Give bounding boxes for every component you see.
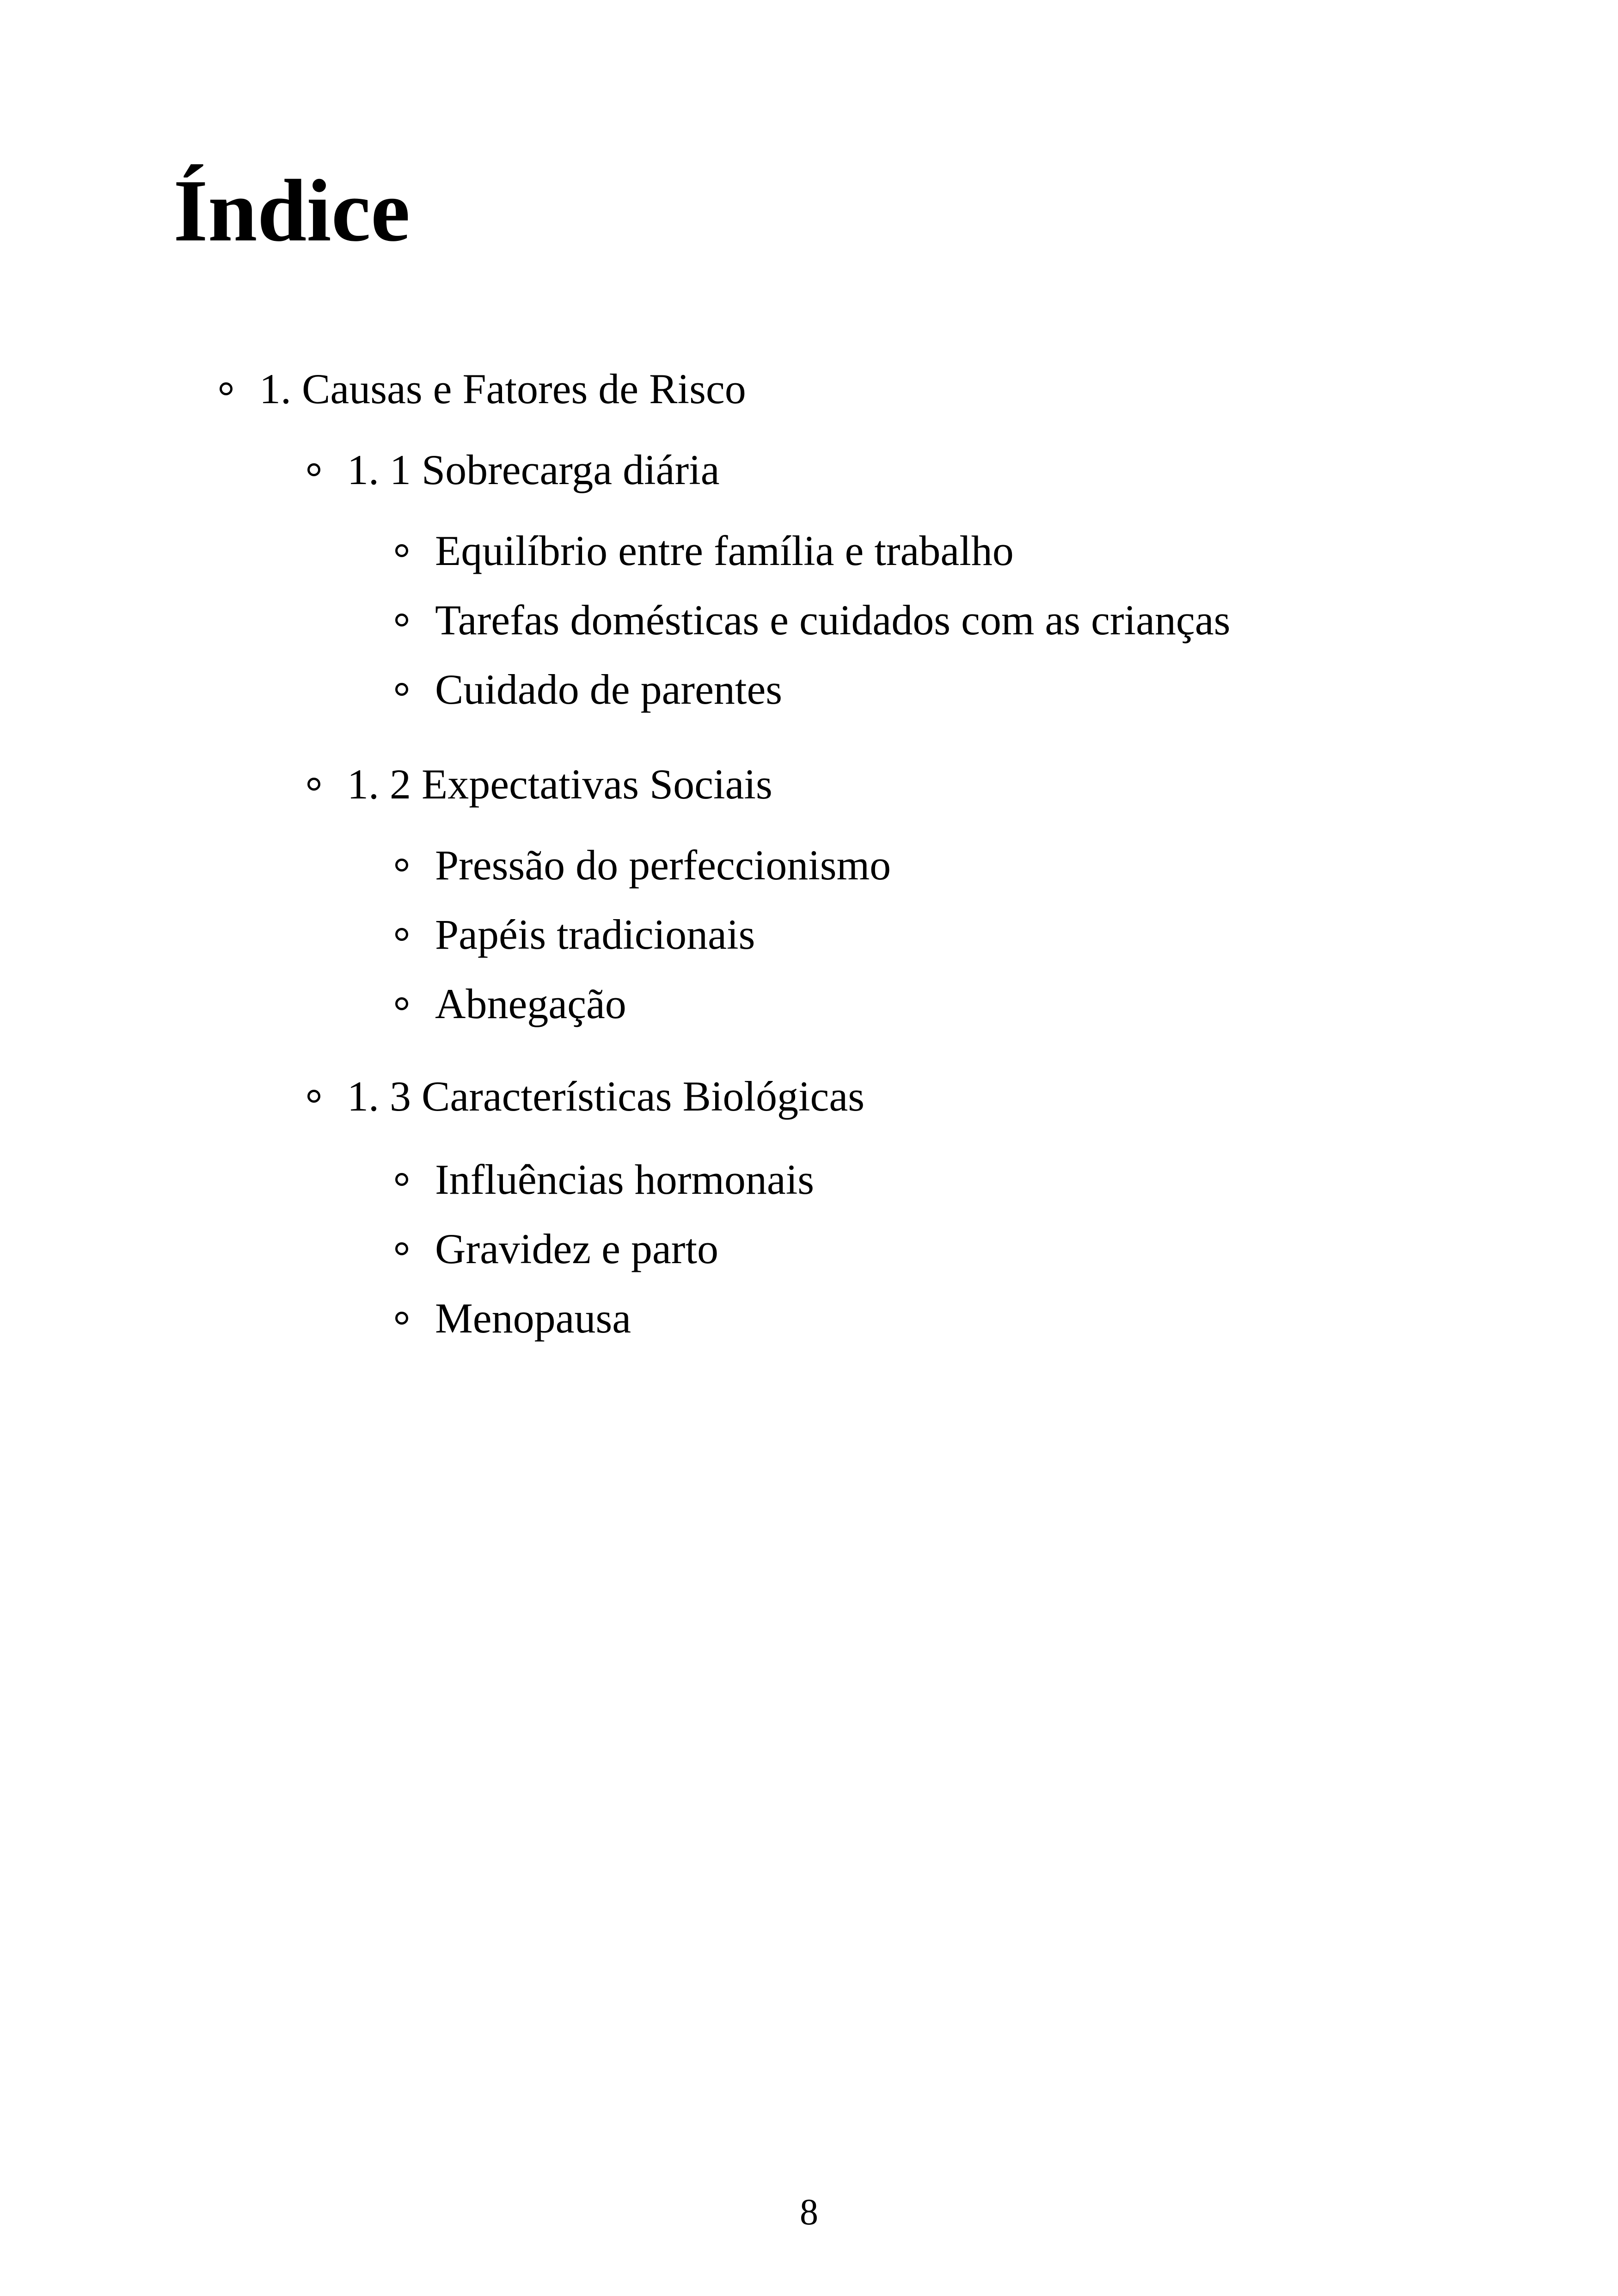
circle-bullet-icon <box>395 1242 408 1255</box>
circle-bullet-icon <box>395 997 408 1010</box>
toc-entry-level-3[interactable] <box>395 841 891 889</box>
toc-entry-level-3[interactable] <box>395 596 1231 644</box>
page-number: 8 <box>800 2192 818 2233</box>
toc-entry-text: Abnegação <box>435 980 626 1027</box>
circle-bullet-icon <box>395 859 408 872</box>
toc-entry-level-3[interactable] <box>395 982 626 1025</box>
toc-entry-text: Influências hormonais <box>435 1156 815 1203</box>
circle-bullet-icon <box>395 683 408 696</box>
toc-entry-text: 1. 1 Sobrecarga diária <box>347 446 720 493</box>
toc-entry-text: 1. 3 Características Biológicas <box>347 1073 865 1120</box>
toc-entry-level-3[interactable] <box>395 1225 719 1272</box>
circle-bullet-icon <box>395 928 408 941</box>
circle-bullet-icon <box>395 614 408 626</box>
toc-entry-level-2[interactable] <box>307 1073 865 1120</box>
circle-bullet-icon <box>395 1173 408 1186</box>
toc-entry-text: Equilíbrio entre família e trabalho <box>435 527 1014 574</box>
toc-entry-text: Menopausa <box>435 1295 631 1342</box>
circle-bullet-icon <box>220 382 233 395</box>
circle-bullet-icon <box>307 463 320 476</box>
toc-entry-level-3[interactable] <box>395 1158 814 1201</box>
toc-entry-text: Tarefas domésticas e cuidados com as crianças <box>435 596 1231 644</box>
toc-entry-text: Pressão do perfeccionismo <box>435 841 891 889</box>
toc-entry-level-3[interactable] <box>395 913 755 956</box>
toc-entry-level-3[interactable] <box>395 668 782 711</box>
circle-bullet-icon <box>395 544 408 557</box>
toc-entry-level-1[interactable] <box>220 365 746 412</box>
toc-entry-text: 1. 2 Expectativas Sociais <box>347 761 772 808</box>
toc-entry-level-3[interactable] <box>395 529 1014 572</box>
circle-bullet-icon <box>307 778 320 791</box>
toc-entry-level-2[interactable] <box>307 448 720 491</box>
circle-bullet-icon <box>395 1312 408 1325</box>
toc-entry-level-3[interactable] <box>395 1295 631 1342</box>
toc-entry-level-2[interactable] <box>307 761 772 808</box>
toc-entry-text: 1. Causas e Fatores de Risco <box>259 365 746 412</box>
toc-entry-text: Cuidado de parentes <box>435 666 783 713</box>
page-title: Índice <box>173 161 411 260</box>
toc-entry-text: Gravidez e parto <box>435 1225 719 1272</box>
toc-entry-text: Papéis tradicionais <box>435 911 755 958</box>
circle-bullet-icon <box>307 1090 320 1103</box>
